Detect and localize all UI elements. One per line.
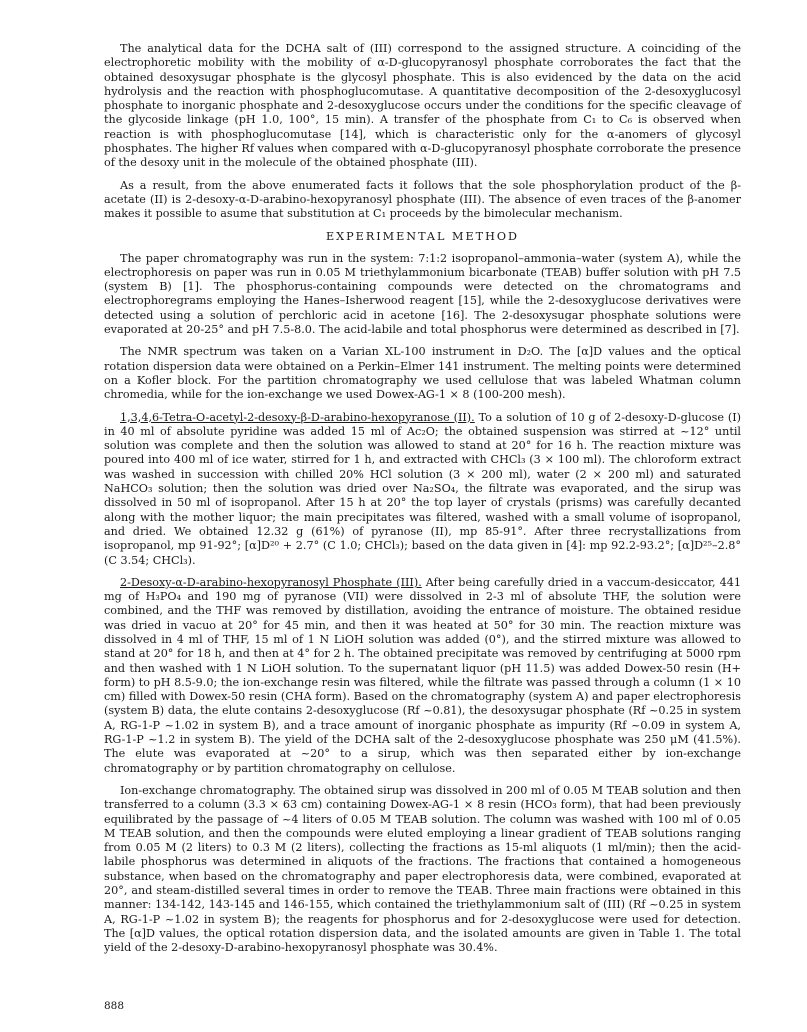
paragraph-conclusion: As a result, from the above enumerated facts it follows that the sole phosphorylation product of the β-acetate (II) is 2-desoxy-α-D-arabino-hexopyranosyl phosphate (III). The absence of even traces of the β-anomer makes it possible to asume that substitution at C₁ proceeds by the bimolecular mechanism.: [104, 178, 741, 221]
paragraph-ion-exchange-body: The obtained sirup was dissolved in 200 ml of 0.05 M TEAB solution and then transferred to a column (3.3 × 63 cm) containing Dowex-AG-1 × 8 resin (HCO₃ form), that had been previously equilibrated by the passage of ~4 liters of 0.05 M TEAB solution. The column was washed with 100 ml of 0.05 M TEAB solution, and then the compounds were eluted employing a linear gradient of TEAB solutions ranging from 0.05 M (2 liters) to 0.3 M (2 liters), collecting the fractions as 15-ml aliquots (1 ml/min); then the acid-labile phosphorus was determined in aliquots of the fractions. The fractions that contained a homogeneous substance, when based on the chromatography and paper electrophoresis data, were combined, evaporated at 20°, and steam-distilled several times in order to remove the TEAB. Three main fractions were obtained in this manner: 134-142, 143-145 and 146-155, which contained the triethylammonium salt of (III) (Rf ~0.25 in system A, RG-1-P ~1.02 in system B); the reagents for phosphorus and for 2-desoxyglucose were used for detection. The [α]D values, the optical rotation dispersion data, and the isolated amounts are given in Table 1. The total yield of the 2-desoxy-D-arabino-hexopyranosyl phosphate was 30.4%.: [104, 783, 742, 955]
subsection-title-ion-exchange: Ion-exchange chromatography.: [120, 783, 296, 797]
paragraph-tetraacetate-body: To a solution of 10 g of 2-desoxy-D-glucose (I) in 40 ml of absolute pyridine was added 15 ml of Ac₂O; the obtained suspension was stirred at ~12° until solution was complete and then the solution was allowed to stand at 20° for 16 h. The reaction mixture was poured into 400 ml of ice water, stirred for 1 h, and extracted with CHCl₃ (3 × 100 ml). The chloroform extract was washed in succession with chilled 20% HCl solution (3 × 200 ml), water (2 × 200 ml) and saturated NaHCO₃ solution; then the solution was dried over Na₂SO₄, the filtrate was evaporated, and the sirup was dissolved in 50 ml of isopropanol. After 15 h at 20° the top layer of crystals (prisms) was carefully decanted along with the mother liquor; the main precipitates was filtered, washed with a small volume of isopropanol, and dried. We obtained 12.32 g (61%) of pyranose (II), mp 85-91°. After three recrystallizations from isopropanol, mp 91-92°; [α]D²⁰ + 2.7° (C 1.0; CHCl₃); based on the data given in [4]: mp 92.2-93.2°; [α]D²⁵–2.8° (C 3.54; CHCl₃).: [104, 410, 741, 567]
paragraph-analytical-data: The analytical data for the DCHA salt of (III) correspond to the assigned structure. A coinciding of the electrophoretic mobility with the mobility of α-D-glucopyranosyl phosphate corroborates the fact that the obtained desoxysugar phosphate is the glycosyl phosphate. This is also evidenced by the data on the acid hydrolysis and the reaction with phosphoglucomutase. A quantitative decomposition of the 2-desoxyglucosyl phosphate to inorganic phosphate and 2-desoxyglucose occurs under the conditions for the specific cleavage of the glycoside linkage (pH 1.0, 100°, 15 min). A transfer of the phosphate from C₁ to C₆ is observed when reaction is with phosphoglucomutase [14], which is characteristic only for the α-anomers of glycosyl phosphates. The higher Rf values when compared with α-D-glucopyranosyl phosphate corroborate the presence of the desoxy unit in the molecule of the obtained phosphate (III).: [104, 42, 741, 170]
paragraph-phosphate: [104, 576, 741, 776]
paragraph-chromatography: The paper chromatography was run in the system: 7:1:2 isopropanol–ammonia–water (system A), while the electrophoresis on paper was run in 0.05 M triethylammonium bicarbonate (TEAB) buffer solution with pH 7.5 (system B) [1]. The phosphorus-containing compounds were detected on the chromatograms and electrophoregrams employing the Hanes–Isherwood reagent [15], while the 2-desoxyglucose derivatives were detected using a solution of perchloric acid in acetone [16]. The 2-desoxysugar phosphate solutions were evaporated at 20-25° and pH 7.5-8.0. The acid-labile and total phosphorus were determined as described in [7].: [104, 251, 741, 337]
page-number: 888: [104, 1000, 125, 1012]
paragraph-ion-exchange: [104, 784, 741, 956]
section-heading: EXPERIMENTAL METHOD: [326, 229, 519, 243]
compound-title-iii: 2-Desoxy-α-D-arabino-hexopyranosyl Phosphate (III).: [120, 575, 422, 589]
compound-title-ii: 1,3,4,6-Tetra-O-acetyl-2-desoxy-β-D-arabino-hexopyranose (II).: [120, 410, 475, 424]
paragraph-phosphate-body: After being carefully dried in a vaccum-desiccator, 441 mg of H₃PO₄ and 190 mg of pyranose (VII) were dissolved in 2-3 ml of absolute THF, the solution were combined, and the THF was removed by distillation, avoiding the entrance of moisture. The obtained residue was dried in vacuo at 20° for 45 min, and then it was heated at 50° for 30 min. The reaction mixture was dissolved in 4 ml of THF, 15 ml of 1 N LiOH solution was added (0°), and the stirred mixture was allowed to stand at 20° for 18 h, and then at 4° for 2 h. The obtained precipitate was removed by centrifuging at 5000 rpm and then washed with 1 N LiOH solution. To the supernatant liquor (pH 11.5) was added Dowex-50 resin (H+ form) to pH 8.5-9.0; the ion-exchange resin was filtered, while the filtrate was passed through a column (1 × 10 cm) filled with Dowex-50 resin (CHA form). Based on the chromatography (system A) and paper electrophoresis (system B) data, the elute contains 2-desoxyglucose (Rf ~0.81), the desoxysugar phosphate (Rf ~0.25 in system A, RG-1-P ~1.02 in system B), and a trace amount of inorganic phosphate as impurity (Rf ~0.09 in system A, RG-1-P ~1.2 in system B). The yield of the DCHA salt of the 2-desoxyglucose phosphate was 250 μM (41.5%). The elute was evaporated at ~20° to a sirup, which was then separated either by ion-exchange chromatography or by partition chromatography on cellulose.: [104, 575, 741, 775]
paragraph-tetraacetate: [104, 411, 741, 568]
paragraph-instruments: The NMR spectrum was taken on a Varian XL-100 instrument in D₂O. The [α]D values and the optical rotation dispersion data were obtained on a Perkin–Elmer 141 instrument. The melting points were determined on a Kofler block. For the partition chromatography we used cellulose that was labeled Whatman column chromedia, while for the ion-exchange we used Dowex-AG-1 × 8 (100-200 mesh).: [104, 345, 741, 402]
